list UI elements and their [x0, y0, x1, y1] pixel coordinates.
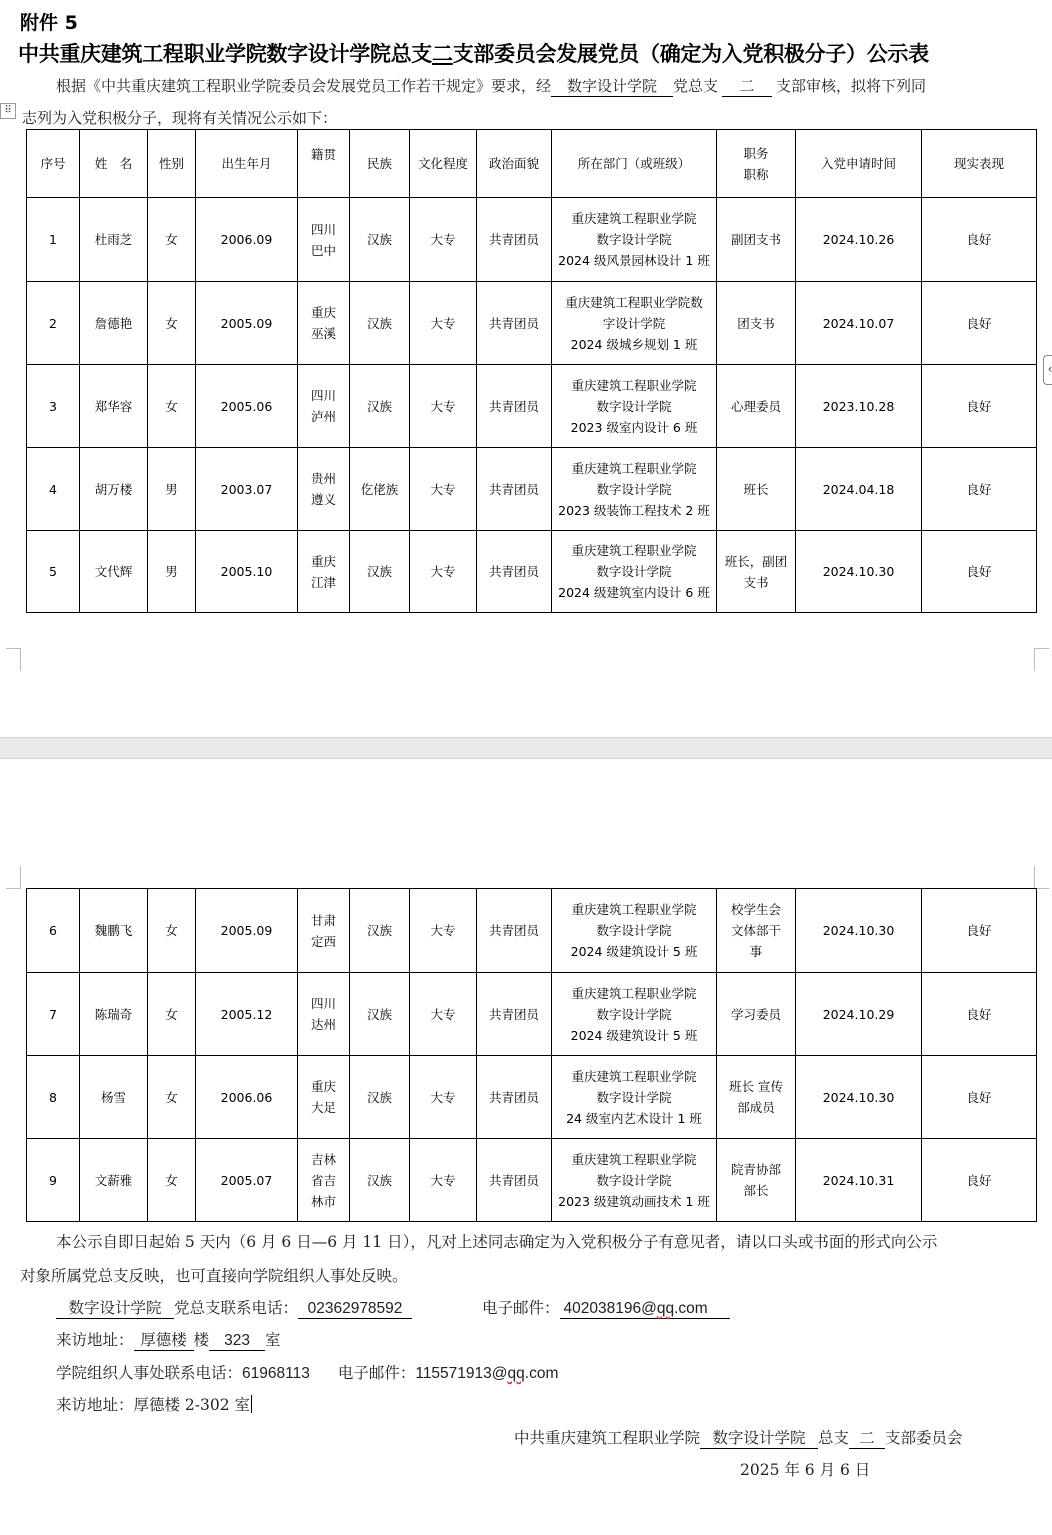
- candidates-table-page2: [26, 888, 1037, 1222]
- seq-cell: 3: [27, 365, 80, 448]
- table-row: [27, 531, 1037, 613]
- table-row: [27, 1139, 1037, 1222]
- political-status-cell: 共青团员: [477, 531, 552, 613]
- intro-branch-fill: 二: [722, 75, 772, 97]
- education-cell: 大专: [410, 973, 477, 1056]
- table-row: [27, 365, 1037, 448]
- gender-cell: 女: [148, 198, 196, 282]
- name-cell: 陈瑞奇: [80, 973, 148, 1056]
- position-cell: 副团支书: [717, 198, 796, 282]
- performance-cell: 良好: [922, 448, 1037, 531]
- email-suffix: .com: [674, 1300, 708, 1317]
- contact-phone-label: 党总支联系电话：: [174, 1299, 299, 1317]
- table-row: [27, 282, 1037, 365]
- org-phone: 61968113: [242, 1365, 310, 1382]
- native-place-cell: 四川 泸州: [298, 365, 350, 448]
- political-status-cell: 共青团员: [477, 282, 552, 365]
- department-cell: 重庆建筑工程职业学院 数字设计学院 2024 级建筑室内设计 6 班: [552, 531, 717, 613]
- birth-cell: 2006.09: [196, 198, 298, 282]
- signature-college: 数字设计学院: [700, 1426, 818, 1449]
- org-email-suffix: .com: [524, 1365, 559, 1382]
- birth-cell: 2006.06: [196, 1056, 298, 1139]
- education-cell: 大专: [410, 531, 477, 613]
- application-date-cell: 2024.10.31: [796, 1139, 922, 1222]
- political-status-cell: 共青团员: [477, 198, 552, 282]
- department-cell: 重庆建筑工程职业学院 数字设计学院 24 级室内艺术设计 1 班: [552, 1056, 717, 1139]
- signature-mid: 总支: [818, 1429, 850, 1447]
- performance-cell: 良好: [922, 365, 1037, 448]
- seq-cell: 5: [27, 531, 80, 613]
- position-cell: 校学生会 文体部干 事: [717, 889, 796, 973]
- table-row: [27, 889, 1037, 973]
- contact-line-2: [56, 1328, 281, 1351]
- performance-cell: 良好: [922, 973, 1037, 1056]
- title-branch: 二: [432, 42, 453, 66]
- header-cell: 入党申请时间: [796, 130, 922, 198]
- candidates-table-page1: [26, 129, 1037, 613]
- application-date-cell: 2024.10.26: [796, 198, 922, 282]
- education-cell: 大专: [410, 448, 477, 531]
- table-row: [27, 198, 1037, 282]
- org-email-prefix: 115571913@: [415, 1365, 508, 1382]
- visit-label: 来访地址：: [56, 1331, 134, 1349]
- application-date-cell: 2024.10.30: [796, 889, 922, 973]
- header-cell: 民族: [350, 130, 410, 198]
- email-prefix: 402038196@: [563, 1300, 657, 1317]
- department-cell: 重庆建筑工程职业学院 数字设计学院 2024 级建筑设计 5 班: [552, 889, 717, 973]
- email-domain: qq: [656, 1300, 675, 1317]
- birth-cell: 2005.10: [196, 531, 298, 613]
- table-move-handle-icon[interactable]: ⠿: [0, 103, 16, 119]
- header-cell: 所在部门（或班级）: [552, 130, 717, 198]
- page1-body: [27, 198, 1037, 613]
- political-status-cell: 共青团员: [477, 973, 552, 1056]
- application-date-cell: 2024.10.07: [796, 282, 922, 365]
- position-cell: 心理委员: [717, 365, 796, 448]
- performance-cell: 良好: [922, 282, 1037, 365]
- performance-cell: 良好: [922, 1139, 1037, 1222]
- education-cell: 大专: [410, 198, 477, 282]
- table-row: [27, 1056, 1037, 1139]
- intro-college-fill: 数字设计学院: [551, 75, 673, 97]
- seq-cell: 8: [27, 1056, 80, 1139]
- page-title: [18, 38, 929, 68]
- header-cell: 职务 职称: [717, 130, 796, 198]
- visit-room-suffix: 室: [265, 1331, 281, 1349]
- signature-suffix: 支部委员会: [885, 1429, 963, 1447]
- education-cell: 大专: [410, 889, 477, 973]
- header-cell: 出生年月: [196, 130, 298, 198]
- page-corner-mark: [6, 866, 21, 889]
- name-cell: 詹德艳: [80, 282, 148, 365]
- name-cell: 郑华容: [80, 365, 148, 448]
- native-place-cell: 贵州 遵义: [298, 448, 350, 531]
- political-status-cell: 共青团员: [477, 1139, 552, 1222]
- department-cell: 重庆建筑工程职业学院 数字设计学院 2023 级装饰工程技术 2 班: [552, 448, 717, 531]
- name-cell: 文薪雅: [80, 1139, 148, 1222]
- application-date-cell: 2023.10.28: [796, 365, 922, 448]
- native-place-cell: 吉林 省吉 林市: [298, 1139, 350, 1222]
- org-email[interactable]: [415, 1365, 558, 1382]
- seq-cell: 4: [27, 448, 80, 531]
- contact-line-1: [56, 1296, 730, 1319]
- department-cell: 重庆建筑工程职业学院 数字设计学院 2024 级风景园林设计 1 班: [552, 198, 717, 282]
- ethnicity-cell: 汉族: [350, 282, 410, 365]
- contact-line-4[interactable]: [56, 1393, 252, 1415]
- intro-line-2: 志列为入党积极分子，现将有关情况公示如下：: [22, 109, 338, 127]
- signature-date: 2025 年 6 月 6 日: [740, 1461, 871, 1479]
- gender-cell: 男: [148, 531, 196, 613]
- contact-email[interactable]: [560, 1300, 730, 1319]
- ethnicity-cell: 汉族: [350, 198, 410, 282]
- name-cell: 杨雪: [80, 1056, 148, 1139]
- political-status-cell: 共青团员: [477, 365, 552, 448]
- performance-cell: 良好: [922, 198, 1037, 282]
- position-cell: 班长，副团 支书: [717, 531, 796, 613]
- ethnicity-cell: 汉族: [350, 1139, 410, 1222]
- performance-cell: 良好: [922, 1056, 1037, 1139]
- intro-part3: 支部审核，拟将下列同: [776, 77, 927, 95]
- birth-cell: 2005.12: [196, 973, 298, 1056]
- seq-cell: 1: [27, 198, 80, 282]
- gender-cell: 男: [148, 448, 196, 531]
- table-row: [27, 448, 1037, 531]
- ethnicity-cell: 汉族: [350, 365, 410, 448]
- gender-cell: 女: [148, 1139, 196, 1222]
- department-cell: 重庆建筑工程职业学院 数字设计学院 2023 级建筑动画技术 1 班: [552, 1139, 717, 1222]
- application-date-cell: 2024.10.29: [796, 973, 922, 1056]
- position-cell: 团支书: [717, 282, 796, 365]
- page-separator: [0, 737, 1052, 759]
- position-cell: 院青协部 部长: [717, 1139, 796, 1222]
- seq-cell: 9: [27, 1139, 80, 1222]
- org-visit-address: 来访地址：厚德楼 2-302 室: [56, 1396, 251, 1414]
- birth-cell: 2005.09: [196, 889, 298, 973]
- political-status-cell: 共青团员: [477, 448, 552, 531]
- education-cell: 大专: [410, 1056, 477, 1139]
- position-cell: 学习委员: [717, 973, 796, 1056]
- page-corner-mark: [1034, 866, 1049, 889]
- visit-building: 厚德楼: [134, 1328, 194, 1351]
- signature-org: [514, 1426, 963, 1449]
- performance-cell: 良好: [922, 531, 1037, 613]
- text-cursor: [251, 1395, 252, 1413]
- header-cell: 序号: [27, 130, 80, 198]
- table-header-row: [27, 130, 1037, 198]
- application-date-cell: 2024.04.18: [796, 448, 922, 531]
- application-date-cell: 2024.10.30: [796, 531, 922, 613]
- department-cell: 重庆建筑工程职业学院 数字设计学院 2023 级室内设计 6 班: [552, 365, 717, 448]
- visit-room: 323: [209, 1332, 265, 1351]
- name-cell: 魏鹏飞: [80, 889, 148, 973]
- signature-branch: 二: [849, 1426, 885, 1449]
- org-email-domain: qq: [507, 1365, 525, 1382]
- native-place-cell: 甘肃 定西: [298, 889, 350, 973]
- page-corner-mark: [1034, 648, 1049, 671]
- performance-cell: 良好: [922, 889, 1037, 973]
- org-email-label: 电子邮件：: [337, 1364, 416, 1382]
- header-cell: 籍贯: [298, 130, 350, 198]
- ethnicity-cell: 仡佬族: [350, 448, 410, 531]
- intro-part1: 根据《中共重庆建筑工程职业学院委员会发展党员工作若干规定》要求，经: [56, 77, 552, 95]
- intro-part2: 党总支: [673, 77, 719, 95]
- native-place-cell: 重庆 巫溪: [298, 282, 350, 365]
- political-status-cell: 共青团员: [477, 1056, 552, 1139]
- side-collapse-icon[interactable]: ‹: [1043, 355, 1052, 385]
- notice-line-1: 本公示自即日起始 5 天内（6 月 6 日—6 月 11 日），凡对上述同志确定为入党积极分子有意见者，请以口头或书面的形式向公示: [56, 1233, 938, 1251]
- gender-cell: 女: [148, 1056, 196, 1139]
- application-date-cell: 2024.10.30: [796, 1056, 922, 1139]
- signature-prefix: 中共重庆建筑工程职业学院: [514, 1429, 701, 1447]
- header-cell: 文化程度: [410, 130, 477, 198]
- contact-line-3: [56, 1361, 558, 1383]
- birth-cell: 2005.09: [196, 282, 298, 365]
- visit-building-suffix: 楼: [193, 1331, 210, 1349]
- gender-cell: 女: [148, 365, 196, 448]
- contact-phone: 02362978592: [298, 1300, 412, 1319]
- page-corner-mark: [6, 648, 21, 671]
- native-place-cell: 重庆 大足: [298, 1056, 350, 1139]
- table-row: [27, 973, 1037, 1056]
- attachment-label: 附件 5: [20, 12, 78, 34]
- intro-line-1: [56, 75, 926, 97]
- header-cell: 性别: [148, 130, 196, 198]
- name-cell: 胡万楼: [80, 448, 148, 531]
- education-cell: 大专: [410, 1139, 477, 1222]
- ethnicity-cell: 汉族: [350, 1056, 410, 1139]
- department-cell: 重庆建筑工程职业学院 数字设计学院 2024 级建筑设计 5 班: [552, 973, 717, 1056]
- position-cell: 班长: [717, 448, 796, 531]
- birth-cell: 2003.07: [196, 448, 298, 531]
- notice-line-2: 对象所属党总支反映，也可直接向学院组织人事处反映。: [20, 1267, 408, 1285]
- name-cell: 文代辉: [80, 531, 148, 613]
- position-cell: 班长 宣传 部成员: [717, 1056, 796, 1139]
- header-cell: 姓 名: [80, 130, 148, 198]
- ethnicity-cell: 汉族: [350, 973, 410, 1056]
- education-cell: 大专: [410, 365, 477, 448]
- contact-email-label: 电子邮件：: [482, 1299, 560, 1317]
- seq-cell: 6: [27, 889, 80, 973]
- native-place-cell: 四川 达州: [298, 973, 350, 1056]
- seq-cell: 2: [27, 282, 80, 365]
- ethnicity-cell: 汉族: [350, 531, 410, 613]
- name-cell: 杜雨芝: [80, 198, 148, 282]
- page2-body: [27, 889, 1037, 1222]
- department-cell: 重庆建筑工程职业学院数 字设计学院 2024 级城乡规划 1 班: [552, 282, 717, 365]
- title-prefix: 中共重庆建筑工程职业学院数字设计学院总支: [18, 42, 432, 66]
- header-cell: 现实表现: [922, 130, 1037, 198]
- birth-cell: 2005.07: [196, 1139, 298, 1222]
- seq-cell: 7: [27, 973, 80, 1056]
- gender-cell: 女: [148, 282, 196, 365]
- gender-cell: 女: [148, 973, 196, 1056]
- political-status-cell: 共青团员: [477, 889, 552, 973]
- education-cell: 大专: [410, 282, 477, 365]
- title-suffix: 支部委员会发展党员（确定为入党积极分子）公示表: [452, 42, 929, 66]
- org-phone-label: 学院组织人事处联系电话：: [56, 1364, 243, 1382]
- ethnicity-cell: 汉族: [350, 889, 410, 973]
- contact-college: 数字设计学院: [56, 1296, 174, 1319]
- native-place-cell: 重庆 江津: [298, 531, 350, 613]
- native-place-cell: 四川 巴中: [298, 198, 350, 282]
- birth-cell: 2005.06: [196, 365, 298, 448]
- header-cell: 政治面貌: [477, 130, 552, 198]
- gender-cell: 女: [148, 889, 196, 973]
